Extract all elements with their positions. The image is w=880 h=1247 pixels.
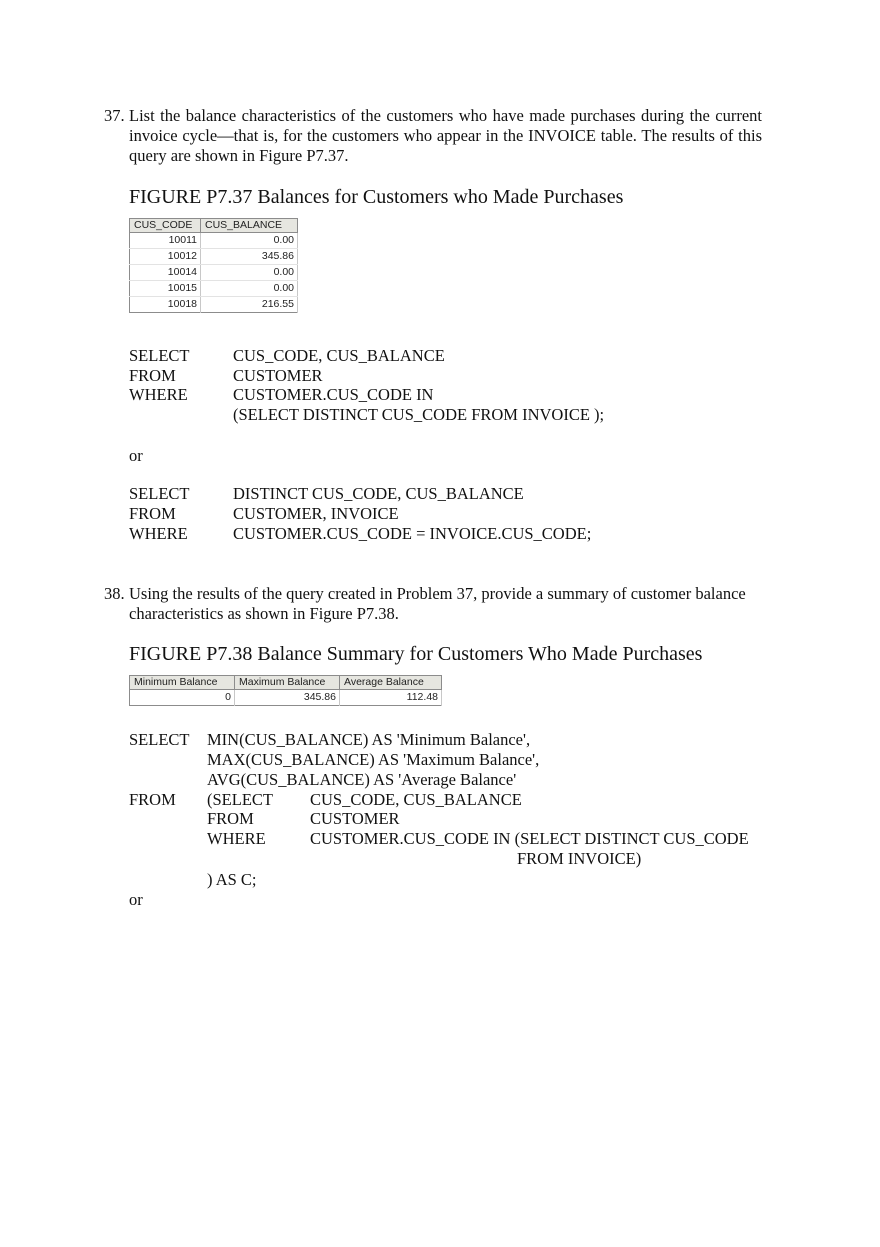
cus-code-cell: 10015 (130, 281, 201, 297)
cus-balance-cell: 345.86 (201, 249, 298, 265)
cus-code-cell: 10011 (130, 233, 201, 249)
problem-38-number: 38. (104, 584, 125, 603)
figure-p7-37-table (129, 218, 298, 313)
column-header-cus-balance: CUS_BALANCE (201, 219, 298, 233)
sql-keyword-where: WHERE (129, 385, 188, 404)
sql-subquery-condition-cont: FROM INVOICE) (517, 849, 642, 868)
sql-select-avg: AVG(CUS_BALANCE) AS 'Average Balance' (207, 770, 517, 789)
sql-subquery-table: CUSTOMER (310, 809, 400, 828)
figure-p7-37-title: FIGURE P7.37 Balances for Customers who Made Purchases (129, 186, 624, 208)
sql-subquery: (SELECT DISTINCT CUS_CODE FROM INVOICE ); (233, 405, 605, 424)
sql-where-condition: CUSTOMER.CUS_CODE = INVOICE.CUS_CODE; (233, 524, 592, 543)
table-row (130, 265, 298, 281)
column-header-maximum-balance: Maximum Balance (235, 676, 340, 690)
problem-37-number: 37. (104, 106, 125, 125)
cus-code-cell: 10012 (130, 249, 201, 265)
sql-keyword-from: FROM (129, 504, 176, 523)
sql-subquery-condition: CUSTOMER.CUS_CODE IN (SELECT DISTINCT CUS_CODE (310, 829, 749, 848)
sql-select-columns: DISTINCT CUS_CODE, CUS_BALANCE (233, 484, 524, 503)
cus-code-cell: 10014 (130, 265, 201, 281)
sql-subquery-from: FROM (207, 809, 254, 828)
sql-keyword-where: WHERE (129, 524, 188, 543)
table-row (130, 690, 442, 706)
sql-from-tables: CUSTOMER, INVOICE (233, 504, 399, 523)
cus-balance-cell: 0.00 (201, 281, 298, 297)
sql-keyword-select: SELECT (129, 730, 190, 749)
sql-keyword-select: SELECT (129, 346, 190, 365)
cus-balance-cell: 0.00 (201, 233, 298, 249)
table-row (130, 297, 298, 313)
average-balance-cell: 112.48 (340, 690, 442, 706)
sql-where-condition: CUSTOMER.CUS_CODE IN (233, 385, 434, 404)
sql-select-columns: CUS_CODE, CUS_BALANCE (233, 346, 445, 365)
sql-subquery-where: WHERE (207, 829, 266, 848)
figure-p7-38-title: FIGURE P7.38 Balance Summary for Customers Who Made Purchases (129, 643, 703, 665)
sql-subquery-columns: CUS_CODE, CUS_BALANCE (310, 790, 522, 809)
sql-keyword-from: FROM (129, 366, 176, 385)
problem-37-text: List the balance characteristics of the customers who have made purchases during the current invoice cycle—that is, for the customers who appear in the INVOICE table. The results of this query are shown in Figure P7.37. (129, 106, 762, 165)
sql-from-table: CUSTOMER (233, 366, 323, 385)
maximum-balance-cell: 345.86 (235, 690, 340, 706)
cus-balance-cell: 0.00 (201, 265, 298, 281)
cus-balance-cell: 216.55 (201, 297, 298, 313)
or-separator: or (129, 890, 143, 909)
sql-select-min: MIN(CUS_BALANCE) AS 'Minimum Balance', (207, 730, 531, 749)
figure-p7-38-table (129, 675, 442, 706)
column-header-cus-code: CUS_CODE (130, 219, 201, 233)
table-row (130, 233, 298, 249)
sql-keyword-from: FROM (129, 790, 176, 809)
sql-keyword-select: SELECT (129, 484, 190, 503)
table-row (130, 281, 298, 297)
sql-subquery-select: (SELECT (207, 790, 273, 809)
problem-38-text: Using the results of the query created in Problem 37, provide a summary of customer balance characteristics as shown in Figure P7.38. (129, 584, 746, 623)
sql-select-max: MAX(CUS_BALANCE) AS 'Maximum Balance', (207, 750, 540, 769)
column-header-minimum-balance: Minimum Balance (130, 676, 235, 690)
table-row (130, 249, 298, 265)
minimum-balance-cell: 0 (130, 690, 235, 706)
or-separator: or (129, 446, 143, 465)
cus-code-cell: 10018 (130, 297, 201, 313)
sql-alias: ) AS C; (207, 870, 257, 889)
column-header-average-balance: Average Balance (340, 676, 442, 690)
